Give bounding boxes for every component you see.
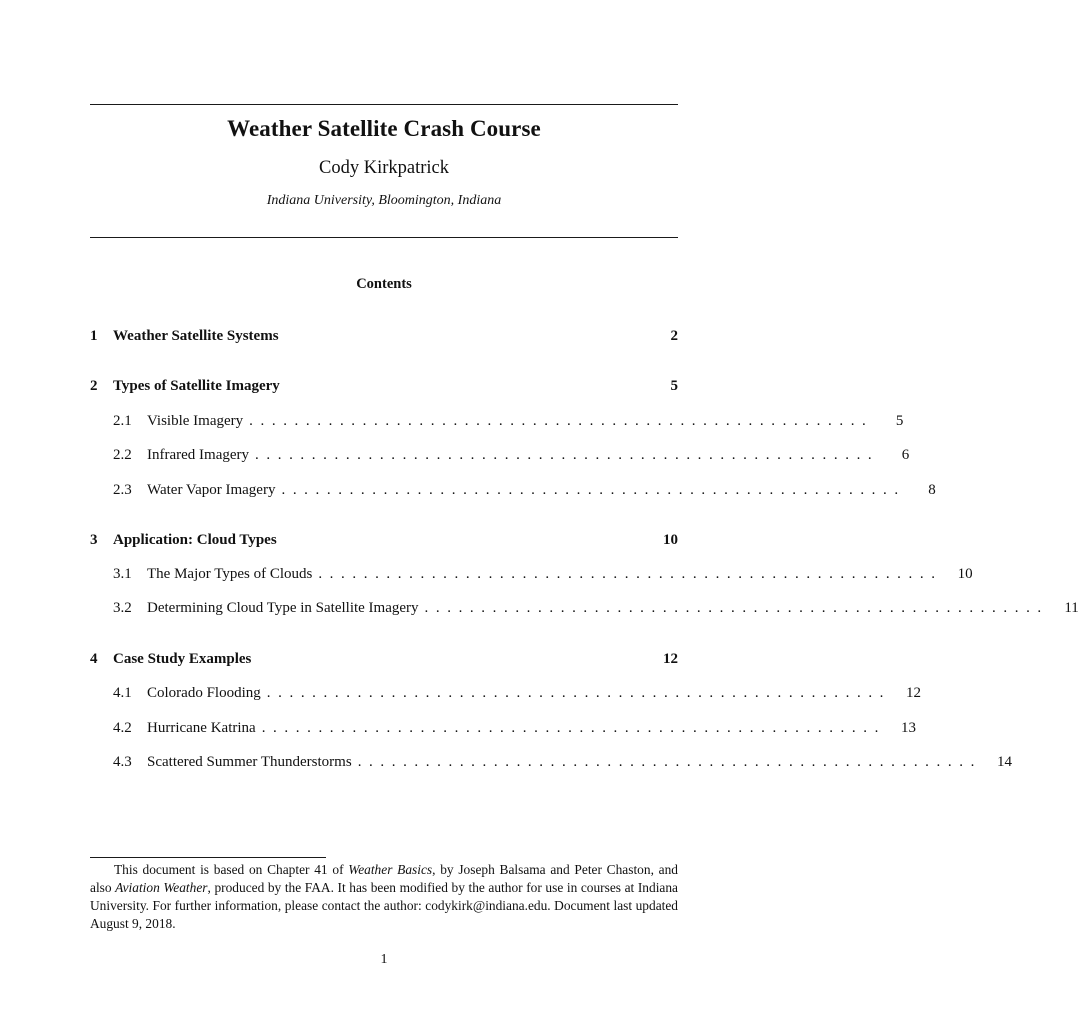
toc-subsection-page: 12 bbox=[906, 685, 922, 701]
toc-section-number: 1 bbox=[90, 328, 98, 344]
dot-leader: ....................................................... bbox=[424, 600, 1049, 616]
toc-section-number: 2 bbox=[90, 378, 98, 394]
toc-subsection-2-3[interactable] bbox=[90, 480, 936, 500]
author-name: Cody Kirkpatrick bbox=[319, 158, 449, 178]
toc-section-number: 3 bbox=[90, 532, 98, 548]
toc-subsection-number: 2.1 bbox=[113, 413, 132, 429]
footnote-text: This document is based on Chapter 41 of bbox=[114, 862, 349, 877]
toc-section-number: 4 bbox=[90, 651, 98, 667]
toc-subsection-number: 2.2 bbox=[113, 447, 132, 463]
toc-subsection-title: Scattered Summer Thunderstorms bbox=[147, 754, 352, 770]
toc-section-1[interactable] bbox=[90, 326, 678, 346]
toc-subsection-number: 3.1 bbox=[113, 566, 132, 582]
title-bottom-rule bbox=[90, 237, 678, 238]
page-number: 1 bbox=[380, 952, 388, 967]
book-title: Aviation Weather bbox=[115, 880, 208, 895]
dot-leader: ....................................................... bbox=[261, 720, 886, 736]
footnote-rule bbox=[90, 857, 326, 858]
toc-subsection-4-3[interactable] bbox=[90, 752, 1012, 772]
toc-subsection-page: 13 bbox=[900, 720, 916, 736]
toc-subsection-title: Hurricane Katrina bbox=[147, 720, 256, 736]
contents-heading: Contents bbox=[356, 276, 412, 292]
toc-subsection-number: 4.2 bbox=[113, 720, 132, 736]
toc-subsection-2-1[interactable] bbox=[90, 411, 904, 431]
toc-subsection-page: 10 bbox=[957, 566, 973, 582]
author-affiliation: Indiana University, Bloomington, Indiana bbox=[266, 193, 502, 208]
toc-subsection-title: Infrared Imagery bbox=[147, 447, 250, 463]
toc-subsection-title: Colorado Flooding bbox=[147, 685, 261, 701]
toc-section-4[interactable] bbox=[90, 649, 678, 669]
toc-subsection-title: Water Vapor Imagery bbox=[147, 482, 276, 498]
toc-section-2[interactable] bbox=[90, 376, 678, 396]
toc-subsection-number: 2.3 bbox=[113, 482, 132, 498]
dot-leader: ....................................................... bbox=[318, 566, 943, 582]
toc-subsection-title: The Major Types of Clouds bbox=[147, 566, 313, 582]
dot-leader: ....................................................... bbox=[255, 447, 880, 463]
toc-subsection-title: Visible Imagery bbox=[147, 413, 244, 429]
dot-leader: ....................................................... bbox=[266, 685, 892, 701]
toc-subsection-3-1[interactable] bbox=[90, 564, 973, 584]
toc-subsection-page: 6 bbox=[901, 447, 910, 463]
toc-section-title: Weather Satellite Systems bbox=[113, 328, 279, 344]
toc-section-page: 5 bbox=[670, 378, 678, 394]
footnote-text: , by Joseph Balsama and Peter Chaston, and also bbox=[90, 862, 678, 895]
toc-subsection-page: 14 bbox=[996, 754, 1012, 770]
toc-section-title: Application: Cloud Types bbox=[113, 532, 277, 548]
toc-section-title: Types of Satellite Imagery bbox=[113, 378, 280, 394]
toc-subsection-title: Determining Cloud Type in Satellite Imagery bbox=[147, 600, 419, 616]
toc-subsection-number: 3.2 bbox=[113, 600, 132, 616]
toc-subsection-2-2[interactable] bbox=[90, 445, 910, 465]
dot-leader: ....................................................... bbox=[281, 482, 906, 498]
toc-section-page: 2 bbox=[670, 328, 678, 344]
toc-section-page: 12 bbox=[663, 651, 678, 667]
book-title: Weather Basics bbox=[348, 862, 433, 877]
toc-section-title: Case Study Examples bbox=[113, 651, 252, 667]
toc-subsection-4-1[interactable] bbox=[90, 683, 922, 703]
document-title: Weather Satellite Crash Course bbox=[227, 116, 541, 141]
dot-leader: ....................................................... bbox=[249, 413, 874, 429]
toc-subsection-4-2[interactable] bbox=[90, 718, 916, 738]
title-top-rule bbox=[90, 104, 678, 105]
footnote-text: , produced by the FAA. It has been modified by the author for use in courses at Indiana University. For further information, please contact the author: codykirk@indiana.edu. Document last updated August 9, 2018. bbox=[90, 880, 678, 931]
toc-section-page: 10 bbox=[663, 532, 678, 548]
toc-section-3[interactable] bbox=[90, 530, 678, 550]
toc-subsection-page: 5 bbox=[895, 413, 904, 429]
toc-subsection-3-2[interactable] bbox=[90, 598, 1079, 618]
footnote bbox=[90, 861, 678, 933]
toc-subsection-number: 4.3 bbox=[113, 754, 132, 770]
toc-subsection-number: 4.1 bbox=[113, 685, 132, 701]
toc-subsection-page: 11 bbox=[1064, 600, 1079, 616]
dot-leader: ....................................................... bbox=[357, 754, 982, 770]
toc-subsection-page: 8 bbox=[928, 482, 936, 498]
